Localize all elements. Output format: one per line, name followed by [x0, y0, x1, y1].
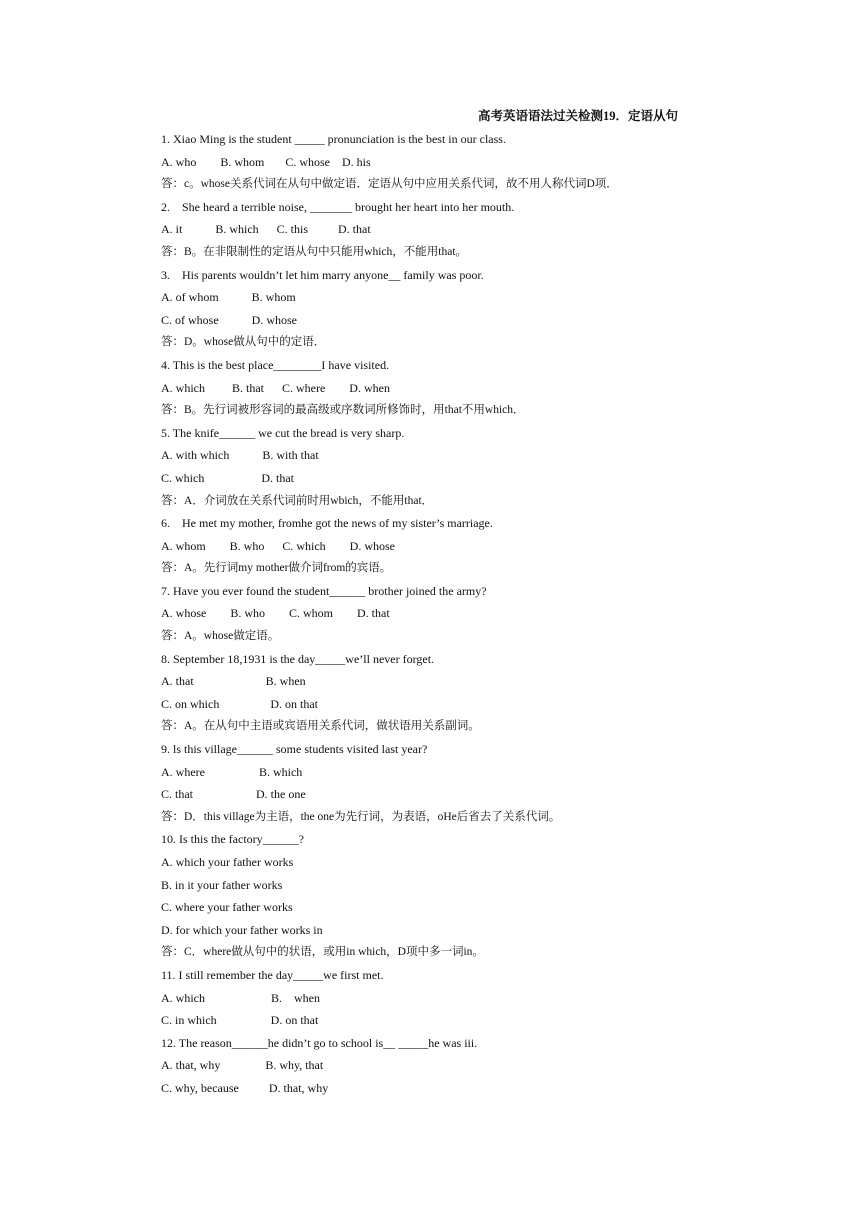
option-line: A. where B. which [161, 764, 303, 779]
option-line: A. of whom B. whom [161, 290, 296, 305]
question-line: 11. I still remember the day_____we first met. [161, 967, 384, 982]
option-line: A. with which B. with that [161, 448, 319, 463]
question-line: 7. Have you ever found the student______ brother joined the army? [161, 583, 487, 598]
question-line: 6. He met my mother, fromhe got the news of my sister’s marriage. [161, 516, 493, 531]
option-line: C. why, because D. that, why [161, 1080, 329, 1095]
option-line: A. it B. which C. this D. that [161, 222, 371, 237]
option-line: B. in it your father works [161, 877, 283, 892]
answer-line: 答：A。whose做定语。 [161, 630, 280, 643]
answer-line: 答：C．where做从句中的状语，或用in which，D项中多一词in。 [161, 946, 484, 959]
question-line: 10. Is this the factory______? [161, 832, 304, 847]
answer-line: 答：B。在非限制性的定语从句中只能用which，不能用that。 [161, 245, 468, 258]
option-line: C. on which D. on that [161, 696, 318, 711]
answer-line: 答：D．this village为主语，the one为先行词，为表语，oHe后省去了关系代词。 [161, 810, 561, 823]
option-line: D. for which your father works in [161, 922, 323, 937]
question-line: 3. His parents wouldn’t let him marry anyone__ family was poor. [161, 267, 484, 282]
answer-line: 答：c。whose关系代词在从句中做定语．定语从句中应用关系代词，故不用人称代词D项． [161, 178, 618, 191]
document-title: 高考英语语法过关检测19．定语从句 [477, 109, 678, 123]
question-line: 9. ls this village______ some students visited last year? [161, 742, 428, 757]
answer-line: 答：A．介词放在关系代词前时用wbich，不能用that． [161, 494, 434, 507]
answer-line: 答：B。先行词被形容词的最高级或序数词所修饰时，用that不用which． [161, 404, 525, 417]
question-line: 4. This is the best place________I have visited. [161, 357, 390, 372]
option-line: C. of whose D. whose [161, 312, 297, 327]
option-line: A. that, why B. why, that [161, 1058, 324, 1073]
answer-line: 答：A。在从句中主语或宾语用关系代词，做状语用关系副词。 [161, 720, 480, 733]
option-line: A. that B. when [161, 674, 306, 689]
answer-line: 答：D。whose做从句中的定语． [161, 336, 326, 349]
question-line: 5. The knife______ we cut the bread is very sharp. [161, 425, 405, 440]
question-line: 8. September 18,1931 is the day_____we’ll never forget. [161, 651, 435, 666]
option-line: C. where your father works [161, 900, 293, 915]
question-line: 12. The reason______he didn’t go to school is__ _____he was iii. [161, 1035, 478, 1050]
option-line: A. which your father works [161, 855, 294, 869]
answer-line: 答：A。先行词my mother做介词from的宾语。 [161, 562, 392, 575]
option-line: A. which B. that C. where D. when [161, 380, 390, 395]
option-line: A. who B. whom C. whose D. his [161, 154, 371, 169]
option-line: A. whom B. who C. which D. whose [161, 538, 395, 553]
option-line: C. in which D. on that [161, 1013, 319, 1028]
question-line: 1. Xiao Ming is the student _____ pronunciation is the best in our class. [161, 132, 506, 146]
option-line: C. which D. that [161, 470, 294, 485]
exercise-content [161, 128, 701, 1100]
option-line: C. that D. the one [161, 787, 306, 802]
question-line: 2. She heard a terrible noise, _______ brought her heart into her mouth. [161, 199, 515, 214]
option-line: A. which B. when [161, 990, 320, 1005]
option-line: A. whose B. who C. whom D. that [161, 606, 390, 621]
